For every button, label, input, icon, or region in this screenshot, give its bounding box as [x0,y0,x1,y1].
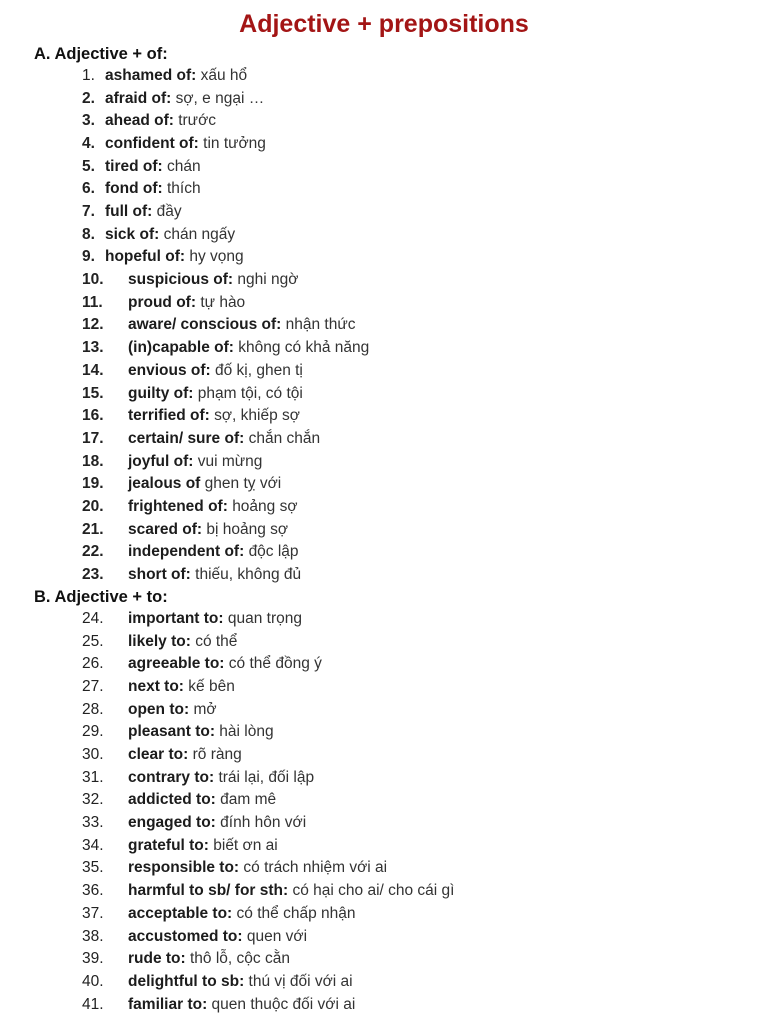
item-number: 22. [82,543,104,561]
item-content [128,564,301,586]
item-meaning: chắn chắn [248,429,321,447]
item-meaning: kế bên [188,678,235,696]
item-term: delightful to sb: [128,972,245,990]
item-meaning: sợ, khiếp sợ [214,407,300,425]
item-meaning: quen với [246,927,308,945]
item-term: joyful of: [128,452,194,470]
item-content [128,541,299,563]
item-term: ashamed of: [105,67,197,84]
item-content [128,721,274,743]
item-term: rude to: [128,950,186,968]
item-meaning: hy vọng [189,248,244,266]
item-content [128,699,217,721]
item-content [128,473,281,495]
item-term: familiar to: [128,995,208,1013]
item-term: grateful to: [128,836,209,854]
item-term: proud of: [128,293,197,311]
item-content [128,857,387,879]
item-term: full of: [105,203,153,221]
item-number: 35. [82,859,104,877]
item-term: scared of: [128,520,203,538]
item-meaning: có trách nhiệm với ai [243,859,388,877]
item-term: frightened of: [128,497,228,515]
section-heading: A. Adjective + of: [34,45,168,63]
item-meaning: xấu hổ [200,67,248,84]
item-number: 40. [82,972,104,990]
item-number: 19. [82,475,104,493]
item-content [105,110,216,132]
item-number: 21. [82,520,104,538]
item-meaning: biết ơn ai [213,836,278,854]
item-meaning: đính hôn với [220,814,307,832]
item-content [128,812,306,834]
item-number: 23. [82,565,104,583]
item-term: certain/ sure of: [128,429,245,447]
item-meaning: sợ, e ngại … [175,89,265,107]
item-content [128,835,278,857]
item-number: 18. [82,452,104,470]
item-term: terrified of: [128,407,210,425]
item-meaning: đam mê [220,791,277,809]
item-meaning: có thể [195,632,238,650]
item-content [128,269,298,291]
item-content [128,948,290,970]
item-content [128,994,355,1016]
item-number: 7. [82,203,95,221]
item-term: suspicious of: [128,271,234,289]
item-term: contrary to: [128,768,215,786]
item-term: likely to: [128,632,191,650]
item-term: confident of: [105,135,199,153]
item-content [128,451,262,473]
item-content [105,65,247,87]
item-meaning: rõ ràng [192,746,242,764]
item-number: 14. [82,361,104,379]
item-number: 37. [82,904,104,922]
item-number: 28. [82,700,104,718]
item-meaning: nhận thức [285,316,356,334]
item-content [105,88,264,110]
item-term: (in)capable of: [128,339,234,357]
item-content [128,428,320,450]
item-meaning: không có khả năng [238,339,370,357]
item-content [105,178,201,200]
item-number: 13. [82,339,104,357]
item-meaning: tự hào [200,293,246,311]
item-meaning: có thể đồng ý [228,655,322,673]
section-heading: B. Adjective + to: [34,588,168,606]
item-number: 6. [82,180,95,198]
item-meaning: thô lỗ, cộc cằn [190,950,290,968]
item-content [128,383,303,405]
item-term: fond of: [105,180,163,198]
item-meaning: chán ngấy [163,225,236,243]
item-term: afraid of: [105,89,172,107]
item-number: 20. [82,497,104,515]
item-meaning: nghi ngờ [237,271,299,289]
item-content [128,676,235,698]
item-content [128,292,245,314]
item-term: important to: [128,610,224,627]
item-meaning: đố kị, ghen tị [214,361,303,379]
item-term: harmful to sb/ for sth: [128,882,289,900]
item-term: engaged to: [128,814,216,832]
item-content [128,880,454,902]
item-content [128,744,242,766]
item-number: 39. [82,950,104,968]
item-number: 17. [82,429,104,447]
item-number: 36. [82,882,104,900]
item-meaning: bị hoảng sợ [206,520,289,538]
item-meaning: độc lập [248,543,299,561]
item-content [128,608,302,630]
item-meaning: chán [167,157,201,175]
item-number: 5. [82,157,95,175]
item-meaning: phạm tội, có tội [197,384,303,402]
item-content [105,224,235,246]
item-term: next to: [128,678,184,696]
item-number: 16. [82,407,104,425]
item-term: tired of: [105,157,163,175]
item-meaning: trái lại, đối lập [218,768,315,786]
item-content [128,903,355,925]
item-content [128,971,353,993]
item-content [128,631,237,653]
item-term: clear to: [128,746,189,764]
page-title: Adjective + prepositions [239,10,529,38]
item-content [128,360,303,382]
item-number: 27. [82,678,104,696]
item-number: 15. [82,384,104,402]
item-content [128,337,369,359]
item-number: 26. [82,655,104,673]
item-content [128,767,314,789]
item-number: 11. [82,293,103,311]
item-number: 33. [82,814,104,832]
item-term: addicted to: [128,791,216,809]
item-meaning: có hại cho ai/ cho cái gì [292,882,455,900]
item-meaning: thú vị đối với ai [248,972,353,990]
item-number: 4. [82,135,95,153]
item-meaning: hoảng sợ [232,497,298,515]
item-content [105,246,244,268]
item-number: 32. [82,791,104,809]
item-term: ahead of: [105,112,174,130]
item-meaning: quen thuộc đối với ai [211,995,356,1013]
item-number: 25. [82,632,104,650]
item-number: 3. [82,112,95,130]
item-number: 30. [82,746,104,764]
item-term: pleasant to: [128,723,215,741]
item-term: hopeful of: [105,248,186,266]
item-term: open to: [128,700,190,718]
item-number: 8. [82,225,95,243]
item-meaning: trước [178,112,216,130]
item-number: 2. [82,89,95,107]
item-content [128,314,355,336]
item-number: 12. [82,316,104,334]
item-meaning: có thể chấp nhận [236,904,356,922]
item-term: short of: [128,565,191,583]
item-content [105,133,266,155]
item-number: 34. [82,836,104,854]
item-content [128,519,288,541]
item-meaning: thiếu, không đủ [195,565,302,583]
item-meaning: hài lòng [219,723,274,741]
item-meaning: quan trọng [227,610,303,627]
item-content [128,926,307,948]
item-term: aware/ conscious of: [128,316,282,334]
item-meaning: ghen tỵ với [204,475,282,493]
item-number: 31. [82,768,104,786]
item-number: 1. [82,67,95,84]
item-meaning: vui mừng [197,452,263,470]
item-number: 10. [82,271,104,289]
item-number: 38. [82,927,104,945]
item-term: independent of: [128,543,245,561]
item-number: 29. [82,723,104,741]
item-content [128,405,300,427]
item-term: responsible to: [128,859,240,877]
item-term: agreeable to: [128,655,225,673]
item-content [105,201,182,223]
item-number: 9. [82,248,95,266]
item-meaning: thích [166,180,201,198]
item-term: accustomed to: [128,927,243,945]
item-meaning: đầy [156,203,182,221]
item-term: acceptable to: [128,904,233,922]
item-term: jealous of [128,475,201,493]
item-number: 24. [82,610,104,627]
item-number: 41. [82,995,104,1013]
item-term: sick of: [105,225,160,243]
item-term: envious of: [128,361,211,379]
item-term: guilty of: [128,384,194,402]
item-content [128,789,276,811]
item-content [128,653,322,675]
item-content [105,156,201,178]
item-content [128,496,298,518]
item-meaning: mở [193,700,217,718]
item-meaning: tin tưởng [203,135,266,153]
